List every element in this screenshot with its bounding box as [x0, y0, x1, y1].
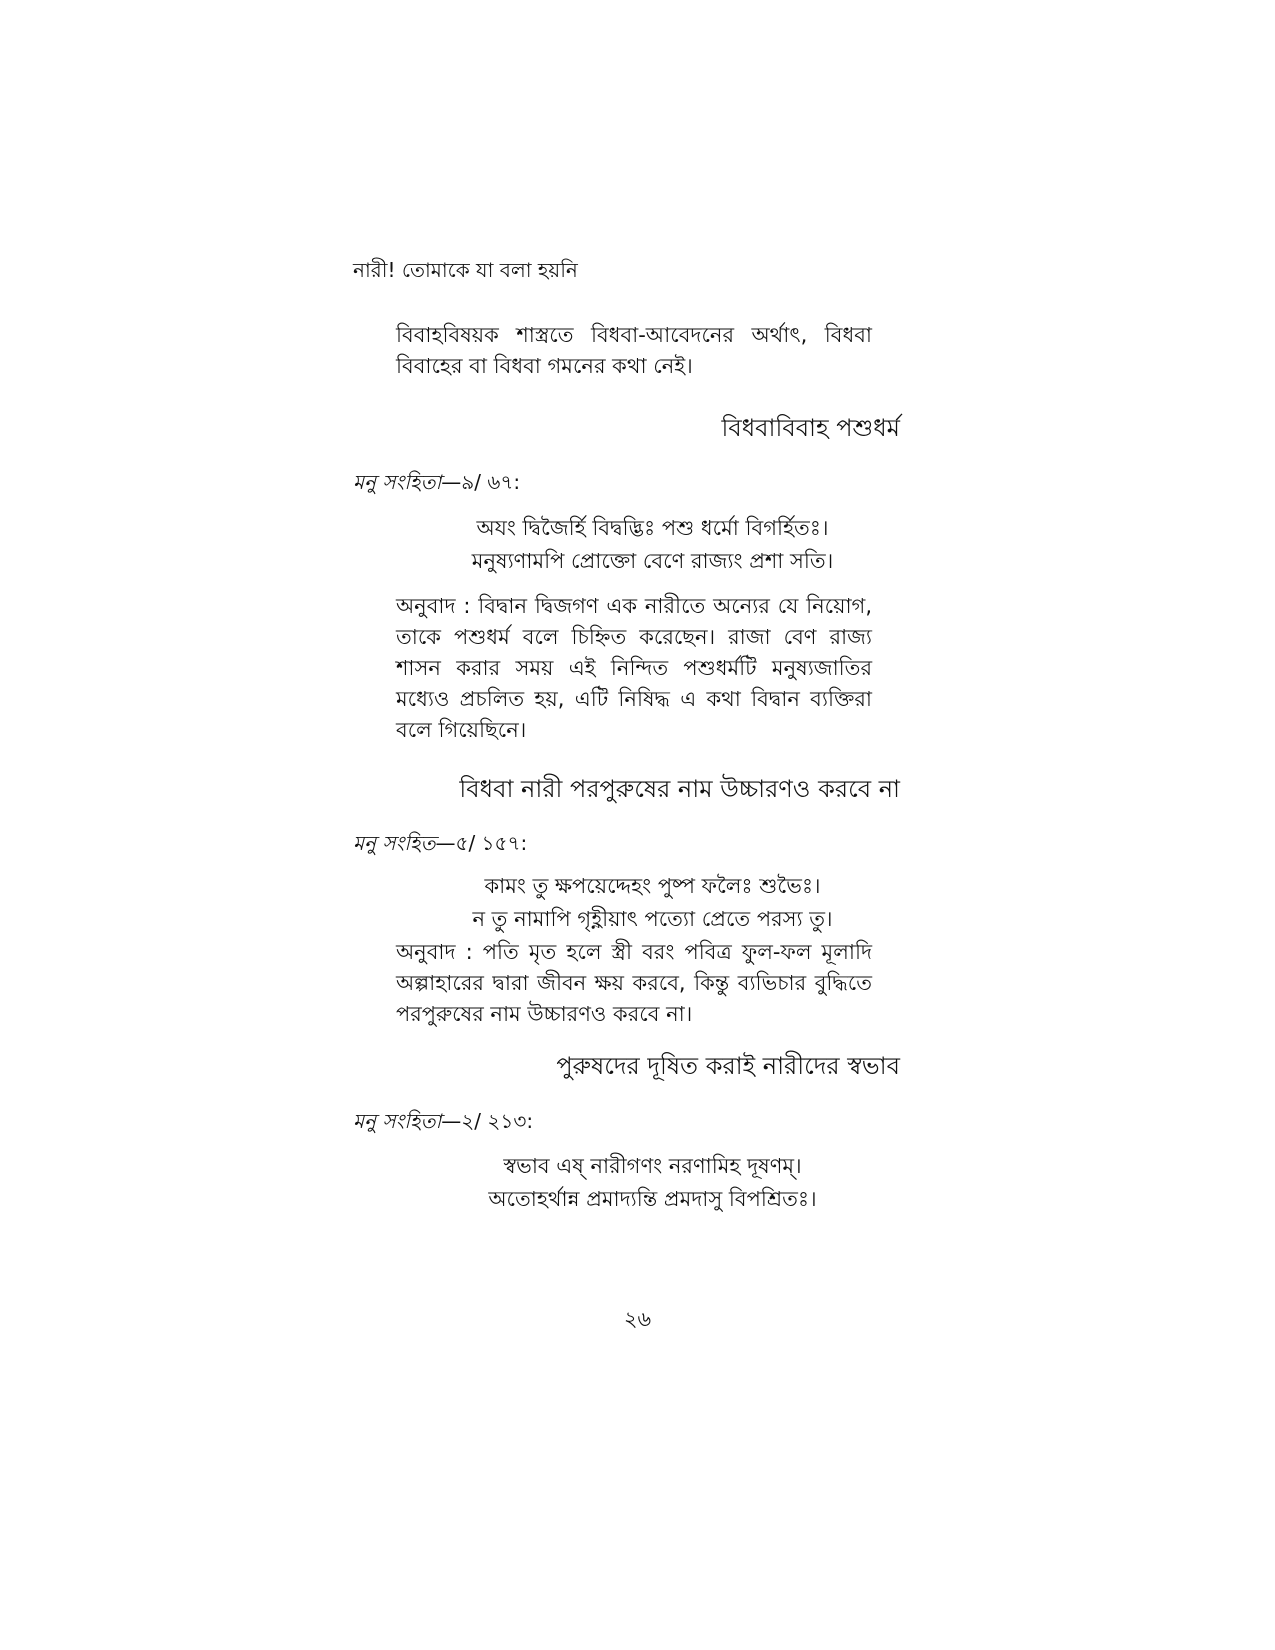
running-head: নারী! তোমাকে যা বলা হয়নি — [353, 258, 578, 282]
reference-work: মনু সংহিতা — [353, 1109, 442, 1133]
translation-line: অল্পাহারের দ্বারা জীবন ক্ষয় করবে, কিন্তু ব্যভিচার বুদ্ধিতে — [396, 971, 872, 995]
verse-line: অতোহর্থান্ন প্রমাদ্যন্তি প্রমদাসু বিপশ্রিতঃ। — [488, 1187, 817, 1211]
intro-line: বিবাহের বা বিধবা গমনের কথা নেই। — [396, 354, 693, 378]
translation-line: অনুবাদ : পতি মৃত হলে স্ত্রী বরং পবিত্র ফুল-ফল মূলাদি — [396, 940, 872, 964]
intro-line: বিবাহবিষয়ক শাস্ত্রতে বিধবা-আবেদনের অর্থাৎ, বিধবা — [396, 323, 872, 347]
verse-line: অযং দ্বিজৈর্হি বিদ্বদ্ভিঃ পশু ধর্মো বিগর্হিতঃ। — [476, 516, 829, 540]
section-heading: পুরুষদের দূষিত করাই নারীদের স্বভাব — [556, 1052, 900, 1080]
translation-line: মধ্যেও প্রচলিত হয়, এটি নিষিদ্ধ এ কথা বিদ্বান ব্যক্তিরা — [396, 687, 872, 711]
verse-line: কামং তু ক্ষপয়েদ্দেহং পুষ্প ফলৈঃ শুভৈঃ। — [484, 874, 821, 898]
translation-line: পরপুরুষের নাম উচ্চারণও করবে না। — [396, 1002, 693, 1026]
reference-work: মনু সংহিতা — [353, 470, 442, 494]
section-heading: বিধবা নারী পরপুরুষের নাম উচ্চারণও করবে না — [459, 775, 900, 803]
sanskrit-verse — [0, 870, 1275, 936]
verse-line: মনুষ্যণামপি প্রোক্তো বেণে রাজ্যং প্রশা সতি। — [471, 549, 834, 573]
translation-line: অনুবাদ : বিদ্বান দ্বিজগণ এক নারীতে অন্যের যে নিয়োগ, — [396, 594, 872, 618]
translation-line: শাসন করার সময় এই নিন্দিত পশুধর্মটি মনুষ্যজাতির — [396, 656, 872, 680]
verse-line: স্বভাব এষ্ নারীগণং নরণামিহ দূষণম্। — [503, 1154, 802, 1178]
reference-number: —৫/ ১৫৭: — [435, 831, 528, 855]
page-number: ২৬ — [623, 1307, 652, 1331]
verse-reference — [353, 829, 527, 857]
verse-reference — [353, 468, 520, 496]
reference-number: —২/ ২১৩: — [441, 1109, 534, 1133]
sanskrit-verse — [0, 1150, 1275, 1216]
verse-line: ন তু নামাপি গৃহ্ণীয়াৎ পত্যো প্রেতে পরস্য তু। — [472, 907, 833, 931]
sanskrit-verse — [0, 512, 1275, 578]
intro-paragraph — [396, 320, 872, 382]
translation-paragraph — [396, 937, 872, 1030]
translation-paragraph — [396, 591, 872, 746]
reference-number: —৯/ ৬৭: — [441, 470, 521, 494]
section-heading: বিধবাবিবাহ পশুধর্ম — [721, 414, 900, 442]
verse-reference — [353, 1107, 533, 1135]
reference-work: মনু সংহিত — [353, 831, 436, 855]
translation-line: বলে গিয়েছিনে। — [396, 718, 527, 742]
translation-line: তাকে পশুধর্ম বলে চিহ্নিত করেছেন। রাজা বেণ রাজ্য — [396, 625, 872, 649]
